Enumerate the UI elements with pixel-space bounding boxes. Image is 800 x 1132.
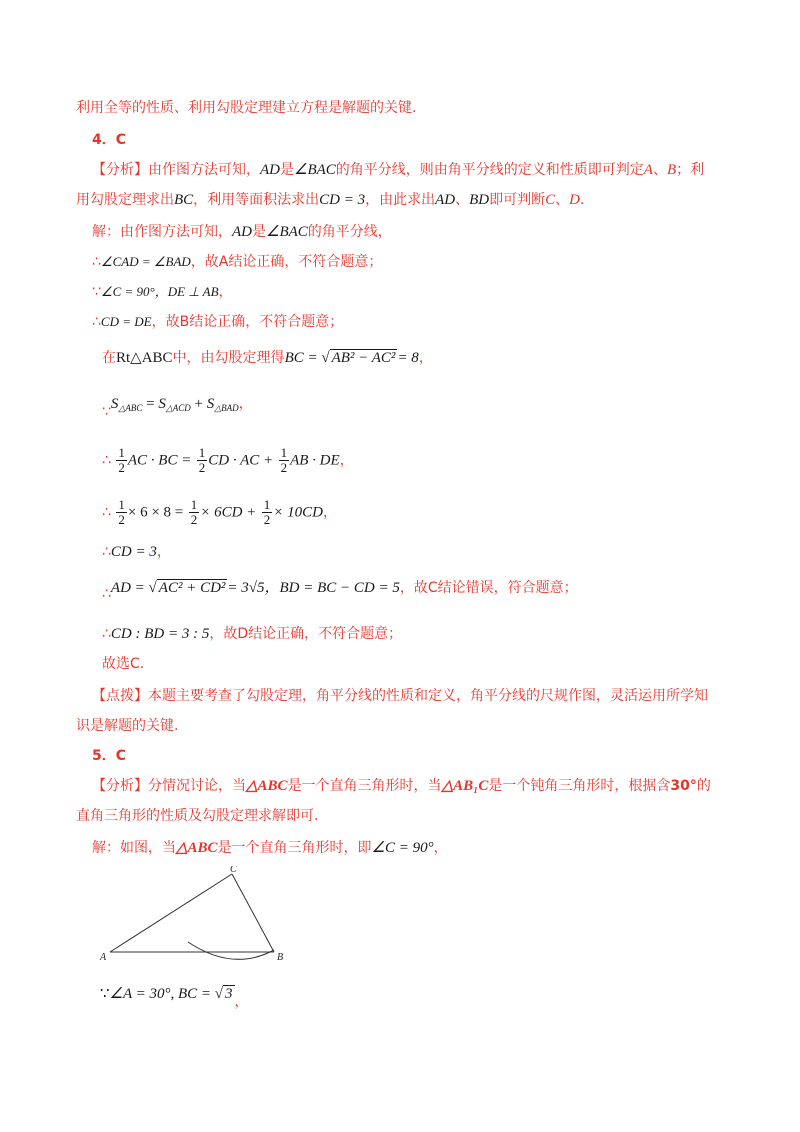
triangle-figure [98, 866, 298, 966]
analysis-line-1 [92, 160, 704, 180]
math: CD = 3 [319, 192, 366, 208]
text: ，利用等面积法求出 [193, 192, 320, 208]
math: △AB₁C [441, 778, 489, 794]
text: 、 [555, 192, 570, 208]
numerator: 1 [263, 497, 271, 512]
text: 是 [252, 224, 266, 240]
math: × 10CD [273, 504, 323, 521]
math: AC · BC = [127, 452, 192, 469]
math: A [643, 162, 653, 178]
text: ，故C结论错误，符合题意； [399, 580, 578, 596]
tip-line-2: 识是解题的关键. [76, 718, 179, 734]
text: 是一个直角三角形时，当 [287, 778, 442, 794]
solution-line-5: 在Rt△ABC中，由勾股定理得BC = √ AB² − AC² = 8， [102, 350, 433, 366]
math: ∠A = 30°, BC = [109, 986, 212, 1002]
because-symbol: ∵ [100, 986, 110, 1002]
side-ac [110, 874, 232, 952]
side-cb [232, 874, 274, 952]
text: 分情况讨论，当 [148, 778, 246, 794]
text: . [580, 192, 585, 208]
text: ，故B结论正确，不符合题意； [151, 314, 344, 330]
text: ， [156, 544, 171, 560]
math: CD · AC + [208, 452, 274, 469]
math: S [110, 396, 119, 412]
text: ， [339, 452, 354, 469]
text: 、 [455, 192, 470, 208]
text: 解：如图，当 [92, 840, 176, 856]
math: C [545, 192, 556, 208]
analysis-line-2 [76, 190, 584, 210]
solution-line-2 [92, 252, 382, 272]
because-symbol: ∵ [102, 404, 111, 420]
analysis-tag: 【分析】 [92, 778, 148, 794]
therefore-symbol: ∴ [102, 626, 111, 642]
math: ∠C = 90°，DE ⊥ AB [100, 284, 219, 299]
math: BC = [284, 350, 318, 366]
solution5-line-2: ∵∠A = 30°, BC = √ 3 ， [100, 986, 249, 1010]
math: AD [435, 192, 456, 208]
text: 是一个直角三角形时，即 [217, 840, 372, 856]
math: D [569, 192, 580, 208]
math: △ABC [176, 840, 218, 856]
text: 中，由勾股定理得 [172, 350, 285, 366]
fraction [189, 498, 200, 527]
numerator: 1 [118, 445, 125, 460]
solution-line-9 [102, 542, 171, 562]
question-number-4: 4．C [92, 132, 127, 148]
label-c: C [230, 866, 237, 875]
math: = [146, 396, 155, 412]
text: ， [234, 994, 249, 1010]
math: ∠C = 90° [371, 840, 434, 856]
math: BC [174, 192, 194, 208]
text: 在 [102, 350, 116, 366]
math: S [158, 396, 166, 412]
tip-line-1 [92, 686, 708, 706]
arc [188, 942, 274, 959]
math: × 6CD + [200, 504, 257, 521]
tip-tag: 【点拨】 [92, 688, 148, 704]
math: △ABC [246, 778, 288, 794]
solution-line-11 [102, 624, 402, 644]
denominator: 2 [263, 512, 271, 527]
solution5-line-1 [92, 838, 448, 858]
fraction [116, 498, 127, 527]
denominator: 2 [198, 460, 206, 475]
math: AD [260, 162, 280, 178]
text: 解：由作图方法可知， [92, 224, 232, 240]
denominator: 2 [190, 512, 198, 527]
solution-line-8 [102, 498, 337, 527]
text: ， [322, 504, 337, 521]
math: × 6 × 8 = [127, 504, 184, 521]
text: 的角平分线，则由角平分线的定义和性质即可判定 [335, 162, 644, 178]
numerator: 1 [280, 445, 288, 460]
label-a: A [100, 952, 107, 963]
text: 用勾股定理求出 [76, 192, 174, 208]
therefore-symbol: ∴ [102, 504, 111, 521]
numerator: 1 [198, 445, 206, 460]
text: 的 [696, 778, 711, 794]
text: ， [418, 350, 433, 366]
solution-line-1 [92, 222, 392, 242]
denominator: 2 [118, 512, 125, 527]
denominator: 2 [280, 460, 288, 475]
solution-line-4 [92, 312, 343, 332]
analysis-tag: 【分析】 [92, 162, 148, 178]
math: BD [469, 192, 490, 208]
text: ， [238, 396, 253, 412]
text: 是一个钝角三角形时，根据含 [488, 778, 671, 794]
solution-line-7 [102, 446, 354, 475]
math: AD = [110, 580, 145, 596]
fraction [279, 446, 290, 475]
math: 3 [225, 986, 233, 1002]
therefore-symbol: ∴ [92, 314, 101, 330]
therefore-symbol: ∴ [102, 586, 111, 602]
analysis5-line-1 [92, 776, 711, 796]
solution-line-3 [92, 282, 233, 302]
numerator: 1 [190, 497, 198, 512]
solution-line-6 [102, 394, 253, 418]
therefore-symbol: ∴ [102, 544, 111, 560]
text: 由作图方法可知， [148, 162, 260, 178]
text: ， [433, 840, 448, 856]
numerator: 1 [118, 497, 125, 512]
text: 是 [280, 162, 294, 178]
math: △BAD [214, 403, 239, 413]
math: AD [232, 224, 252, 240]
question-number-5: 5．C [92, 748, 127, 764]
math: △ACD [165, 403, 191, 413]
math: ∠BAC [266, 224, 308, 240]
math: AC² + CD² [158, 580, 226, 596]
text: 、 [652, 162, 667, 178]
text-line: 利用全等的性质、利用勾股定理建立方程是解题的关键. [76, 100, 417, 116]
analysis5-line-2: 直角三角形的性质及勾股定理求解即可. [76, 808, 319, 824]
because-symbol: ∵ [92, 284, 101, 300]
math: AB² − AC² [331, 350, 396, 366]
fraction [116, 446, 127, 475]
therefore-symbol: ∴ [102, 452, 111, 469]
math: ∠CAD = ∠BAD [100, 254, 191, 269]
math: ∠BAC [294, 162, 336, 178]
math: AB · DE [290, 452, 340, 469]
math: CD : BD = 3 : 5 [110, 626, 210, 642]
fraction [197, 446, 208, 475]
text: ；利 [676, 162, 705, 178]
therefore-symbol: ∴ [92, 254, 101, 270]
text: 本题主要考查了勾股定理，角平分线的性质和定义，角平分线的尺规作图，灵活运用所学知 [148, 688, 708, 704]
solution-line-10: ∴AD = √ AC² + CD² = 3√5，BD = BC − CD = 5，故C结论错误，符合题意； [102, 580, 578, 602]
math: CD = 3 [110, 544, 157, 560]
text: 即可判断 [489, 192, 546, 208]
math: = 3√5，BD = BC − CD = 5 [227, 580, 400, 596]
math: S [206, 396, 215, 412]
text: 的角平分线， [307, 224, 392, 240]
fraction [262, 498, 273, 527]
text: ，由此求出 [365, 192, 436, 208]
math: = 8 [397, 350, 419, 366]
text: ，故A结论正确，不符合题意； [190, 254, 383, 270]
math: B [666, 162, 677, 178]
math: Rt△ABC [116, 350, 173, 366]
math: CD = DE [100, 314, 152, 329]
math: △ABC [118, 403, 143, 413]
solution-line-12: 故选C. [102, 656, 145, 672]
denominator: 2 [118, 460, 125, 475]
text: 30° [670, 778, 697, 794]
text: ，故D结论正确，不符合题意； [209, 626, 403, 642]
label-b: B [277, 952, 284, 963]
math: + [194, 396, 203, 412]
text: ， [218, 284, 233, 300]
